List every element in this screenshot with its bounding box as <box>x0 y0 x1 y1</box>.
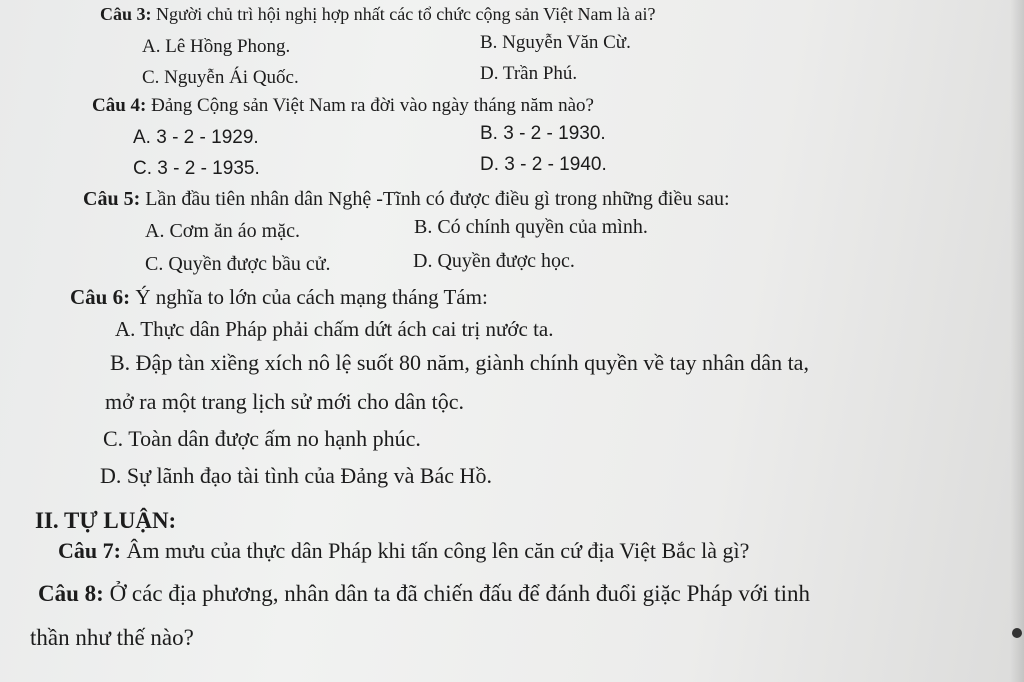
ink-mark <box>1012 628 1022 638</box>
q5-option-b: B. Có chính quyền của mình. <box>414 216 648 238</box>
q3-option-c: C. Nguyễn Ái Quốc. <box>142 67 299 88</box>
q3-option-d: D. Trần Phú. <box>480 63 578 84</box>
q5-option-a: A. Cơm ăn áo mặc. <box>145 220 300 242</box>
page-edge-shadow <box>1010 0 1024 682</box>
question-5 <box>83 189 730 209</box>
question-label: Câu 8: <box>38 581 104 606</box>
question-label: Câu 5: <box>83 188 141 210</box>
q4-option-c: C. 3 - 2 - 1935. <box>133 158 260 179</box>
question-text: Người chủ trì hội nghị hợp nhất các tổ chức cộng sản Việt Nam là ai? <box>156 4 656 24</box>
question-label: Câu 3: <box>100 4 152 24</box>
q6-option-b-line2: mở ra một trang lịch sử mới cho dân tộc. <box>105 389 465 414</box>
question-text: Âm mưu của thực dân Pháp khi tấn công lên căn cứ địa Việt Bắc là gì? <box>126 538 750 563</box>
question-6 <box>70 287 488 308</box>
q4-option-d: D. 3 - 2 - 1940. <box>480 154 607 175</box>
section-heading: II. TỰ LUẬN: <box>35 508 177 533</box>
question-text: Đảng Cộng sản Việt Nam ra đời vào ngày tháng năm nào? <box>151 95 594 116</box>
q6-option-a: A. Thực dân Pháp phải chấm dứt ách cai trị nước ta. <box>115 317 554 341</box>
question-7 <box>58 540 749 562</box>
q3-option-a: A. Lê Hồng Phong. <box>142 36 291 57</box>
question-text: Ý nghĩa to lớn của cách mạng tháng Tám: <box>135 285 488 309</box>
question-8-continuation: thần như thế nào? <box>30 625 194 650</box>
question-label: Câu 6: <box>70 285 131 309</box>
q4-option-b: B. 3 - 2 - 1930. <box>480 123 606 144</box>
q6-option-d: D. Sự lãnh đạo tài tình của Đảng và Bác Hồ. <box>100 463 492 488</box>
q3-option-b: B. Nguyễn Văn Cừ. <box>480 32 631 53</box>
q5-option-d: D. Quyền được học. <box>413 250 575 272</box>
q6-option-c: C. Toàn dân được ấm no hạnh phúc. <box>103 426 421 451</box>
question-text: Ở các địa phương, nhân dân ta đã chiến đấu để đánh đuổi giặc Pháp với tinh <box>109 581 810 606</box>
question-8 <box>38 582 810 605</box>
question-3 <box>100 5 656 23</box>
question-label: Câu 7: <box>58 538 121 563</box>
question-text: Lần đầu tiên nhân dân Nghệ -Tĩnh có được điều gì trong những điều sau: <box>145 188 730 210</box>
q4-option-a: A. 3 - 2 - 1929. <box>133 127 259 148</box>
question-label: Câu 4: <box>92 95 147 116</box>
q6-option-b-line1: B. Đập tàn xiềng xích nô lệ suốt 80 năm, giành chính quyền về tay nhân dân ta, <box>110 350 809 375</box>
q5-option-c: C. Quyền được bầu cử. <box>145 253 331 275</box>
question-4 <box>92 96 594 115</box>
